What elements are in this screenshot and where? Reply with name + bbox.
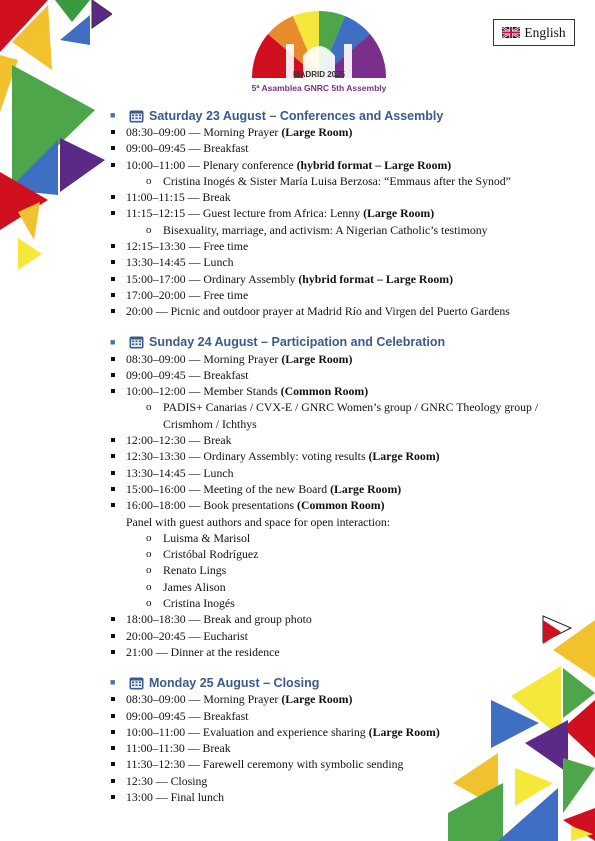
schedule-item-text: Panel with guest authors and space for open interaction:: [126, 514, 391, 529]
schedule-item-text: 08:30–09:00 — Morning Prayer: [126, 125, 282, 139]
sub-list-item: o Cristóbal Rodríguez: [110, 546, 580, 562]
sub-list-container: [110, 399, 580, 432]
schedule-item-text: 16:00–18:00 — Book presentations: [126, 498, 298, 513]
schedule-item-text: 18:00–18:30 — Break and group photo: [126, 612, 312, 627]
schedule-item: [110, 189, 580, 205]
schedule-item-text: 10:00–11:00 — Evaluation and experience sharing: [126, 724, 369, 739]
schedule-item: [110, 465, 580, 481]
sub-list: [110, 530, 580, 611]
sub-list-container: [110, 530, 580, 611]
schedule-item-text: 15:00–17:00 — Ordinary Assembly: [126, 271, 299, 286]
day-section: [110, 674, 580, 805]
schedule-item: [110, 271, 580, 287]
schedule-item-text: 17:00–20:00 — Free time: [126, 287, 249, 302]
schedule-item-room: (Common Room): [297, 498, 385, 513]
schedule-item: [110, 124, 580, 140]
schedule-item-text: 08:30–09:00 — Morning Prayer: [126, 351, 282, 366]
schedule-item: [110, 773, 580, 789]
schedule-item: [110, 367, 580, 383]
schedule-item: [110, 611, 580, 627]
calendar-icon: [129, 335, 144, 349]
schedule-list: [110, 124, 580, 320]
sub-list-item: o Cristina Inogés & Sister María Luisa Berzosa: “Emmaus after the Synod”: [110, 173, 580, 189]
day-heading: [110, 107, 580, 124]
schedule-list: [110, 351, 580, 661]
language-label: English: [524, 24, 566, 40]
square-bullet-icon: ■: [110, 110, 116, 120]
schedule-item: [110, 287, 580, 303]
schedule-item: [110, 724, 580, 740]
schedule-item: [110, 691, 580, 707]
schedule-item-text: 20:00 — Picnic and outdoor prayer at Madrid Río and Virgen del Puerto Gardens: [126, 304, 510, 319]
program-schedule: [110, 107, 580, 819]
uk-flag-icon: [502, 27, 520, 38]
day-section: [110, 107, 580, 320]
schedule-item-text: 11:00–11:30 — Break: [126, 741, 231, 756]
sub-list-container: [110, 222, 580, 238]
schedule-item-room: (hybrid format – Large Room): [298, 271, 454, 286]
schedule-list: [110, 691, 580, 805]
sub-list-item: o Luisma & Marisol: [110, 530, 580, 546]
schedule-item-room: (Large Room): [281, 351, 353, 366]
schedule-item-text: 09:00–09:45 — Breakfast: [126, 141, 249, 156]
schedule-item: [110, 303, 580, 319]
sub-list-item: o PADIS+ Canarias / CVX-E / GNRC Women’s group / GNRC Theology group / Crismhom / Ichthys: [110, 399, 580, 432]
schedule-item-text: 11:00–11:15 — Break: [126, 190, 231, 205]
sub-list-item: o Bisexuality, marriage, and activism: A Nigerian Catholic’s testimony: [110, 222, 580, 238]
day-title: Monday 25 August – Closing: [149, 675, 320, 690]
logo-city-text: MADRID 2025: [292, 70, 345, 79]
schedule-item: [110, 238, 580, 254]
schedule-item: [110, 448, 580, 464]
sub-list-container: [110, 173, 580, 189]
schedule-item-room: (Large Room): [368, 724, 440, 739]
sub-list-item: o Cristina Inogés: [110, 595, 580, 611]
schedule-item: [110, 254, 580, 270]
language-english-button[interactable]: [493, 19, 575, 46]
schedule-item-text: 21:00 — Dinner at the residence: [126, 644, 280, 659]
schedule-item-text: 11:15–12:15 — Guest lecture from Africa: Lenny: [126, 206, 364, 221]
schedule-item-room: (Common Room): [280, 384, 369, 399]
schedule-item-text: 12:30–13:30 — Ordinary Assembly: voting results: [126, 449, 369, 464]
schedule-item-text: 09:00–09:45 — Breakfast: [126, 367, 249, 382]
schedule-item-text: 08:30–09:00 — Morning Prayer: [126, 692, 282, 707]
logo-assembly-text: 5ª Asamblea GNRC 5th Assembly: [251, 83, 387, 93]
schedule-item: [110, 140, 580, 156]
schedule-item: [110, 644, 580, 660]
schedule-note: [110, 514, 580, 530]
schedule-item-room: (Large Room): [368, 449, 440, 464]
schedule-item-text: 10:00–11:00 — Plenary conference: [126, 157, 297, 172]
schedule-item-room: (Large Room): [281, 125, 353, 139]
sub-list-item: o James Alison: [110, 579, 580, 595]
schedule-item: [110, 628, 580, 644]
schedule-item-text: 13:00 — Final lunch: [126, 789, 224, 804]
square-bullet-icon: ■: [110, 336, 116, 347]
schedule-item: [110, 481, 580, 497]
day-section: [110, 334, 580, 661]
schedule-item-text: 12:00–12:30 — Break: [126, 433, 232, 448]
sub-list-item: o Renato Lings: [110, 562, 580, 578]
schedule-item: [110, 351, 580, 367]
assembly-logo: [248, 6, 390, 102]
day-heading: [110, 334, 580, 351]
schedule-item-room: (hybrid format – Large Room): [296, 157, 452, 172]
schedule-item-room: (Large Room): [330, 481, 402, 496]
schedule-item: [110, 497, 580, 513]
day-title: Sunday 24 August – Participation and Celebration: [149, 335, 446, 350]
schedule-item-text: 20:00–20:45 — Eucharist: [126, 628, 248, 643]
schedule-item-text: 10:00–12:00 — Member Stands: [126, 384, 281, 399]
calendar-icon: [129, 109, 144, 123]
schedule-item-room: (Large Room): [281, 692, 353, 707]
sub-list: [110, 173, 580, 189]
day-heading: [110, 674, 580, 691]
schedule-item-room: (Large Room): [363, 206, 435, 221]
day-title: Saturday 23 August – Conferences and Assembly: [149, 108, 444, 123]
schedule-item-text: 12:15–13:30 — Free time: [126, 239, 249, 254]
calendar-icon: [129, 676, 144, 690]
schedule-item: [110, 432, 580, 448]
sub-list: [110, 399, 580, 432]
schedule-item: [110, 740, 580, 756]
schedule-item-text: 13:30–14:45 — Lunch: [126, 255, 234, 270]
schedule-item: [110, 157, 580, 173]
schedule-item: [110, 383, 580, 399]
schedule-item-text: 12:30 — Closing: [126, 773, 208, 788]
schedule-item-text: 09:00–09:45 — Breakfast: [126, 708, 249, 723]
schedule-item: [110, 205, 580, 221]
schedule-item-text: 11:30–12:30 — Farewell ceremony with symbolic sending: [126, 757, 404, 772]
schedule-item: [110, 756, 580, 772]
sub-list: [110, 222, 580, 238]
schedule-item: [110, 708, 580, 724]
schedule-item: [110, 789, 580, 805]
schedule-item-text: 13:30–14:45 — Lunch: [126, 465, 234, 480]
decorative-triangles-top-left: [0, 0, 112, 275]
schedule-item-text: 15:00–16:00 — Meeting of the new Board: [126, 481, 331, 496]
square-bullet-icon: ■: [110, 677, 116, 688]
